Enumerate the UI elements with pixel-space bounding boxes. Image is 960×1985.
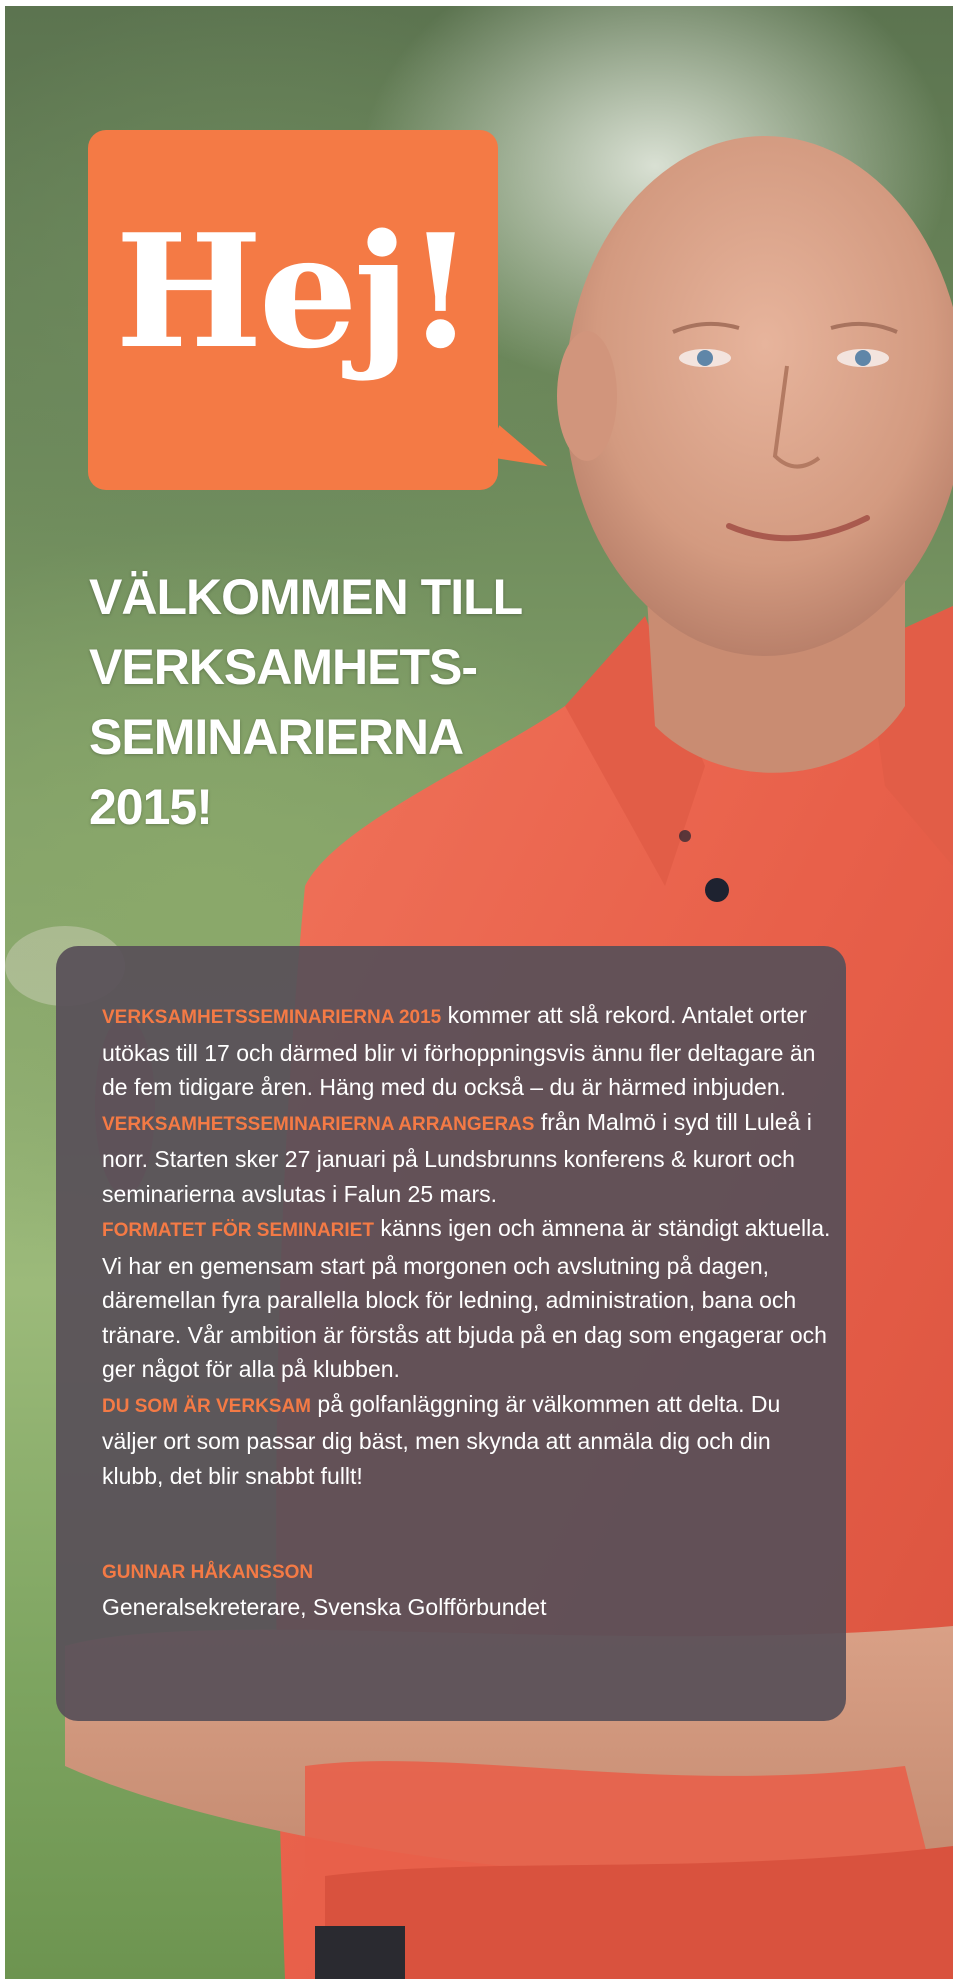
headline-line-2: VERKSAMHETS- <box>89 639 478 695</box>
paragraph-lead: DU SOM ÄR VERKSAM <box>102 1395 312 1417</box>
headline <box>89 562 609 842</box>
paragraph-invite <box>102 1387 832 1494</box>
paragraph-lead: VERKSAMHETSSEMINARIERNA ARRANGERAS <box>102 1113 535 1135</box>
paragraph-locations <box>102 1105 832 1212</box>
headline-line-4: 2015! <box>89 779 212 835</box>
paragraph-lead: VERKSAMHETSSEMINARIERNA 2015 <box>102 1007 442 1028</box>
speech-bubble <box>88 130 498 490</box>
paragraph-text: kommer att slå rekord. Antalet orter utökas till 17 och därmed blir vi förhoppningsvis ännu fler deltagare än de fem tidigare åren. Häng med du också – du är härmed inbjuden. <box>102 1002 816 1100</box>
paragraph-text: på golfanläggning är välkommen att delta. Du väljer ort som passar dig bäst, men skynda att anmäla dig och din klubb, det blir snabbt fullt! <box>102 1390 781 1489</box>
signature <box>102 1556 802 1624</box>
signature-name: GUNNAR HÅKANSSON <box>102 1562 314 1583</box>
paragraph-format <box>102 1211 832 1387</box>
paragraph-record <box>102 998 832 1105</box>
poster <box>5 6 953 1979</box>
greeting-text: Hej! <box>115 200 471 383</box>
headline-line-3: SEMINARIERNA <box>89 709 464 765</box>
paragraph-text: från Malmö i syd till Luleå i norr. Starten sker 27 januari på Lundsbrunns konferens & kurort och seminarierna avslutas i Falun 25 mars. <box>102 1108 812 1207</box>
paragraph-text: känns igen och ämnena är ständigt aktuella. Vi har en gemensam start på morgonen och avslutning på dagen, däremellan fyra parallella block för ledning, administration, bana och tränare. Vår ambition är förstås att bjuda på en dag som engagerar och ger något för alla på klubben. <box>102 1215 831 1382</box>
headline-line-1: VÄLKOMMEN TILL <box>89 569 523 625</box>
invitation-text-box <box>56 946 846 1721</box>
signature-title: Generalsekreterare, Svenska Golfförbundet <box>102 1594 547 1620</box>
paragraph-lead: FORMATET FÖR SEMINARIET <box>102 1220 374 1241</box>
invitation-body <box>102 998 832 1493</box>
